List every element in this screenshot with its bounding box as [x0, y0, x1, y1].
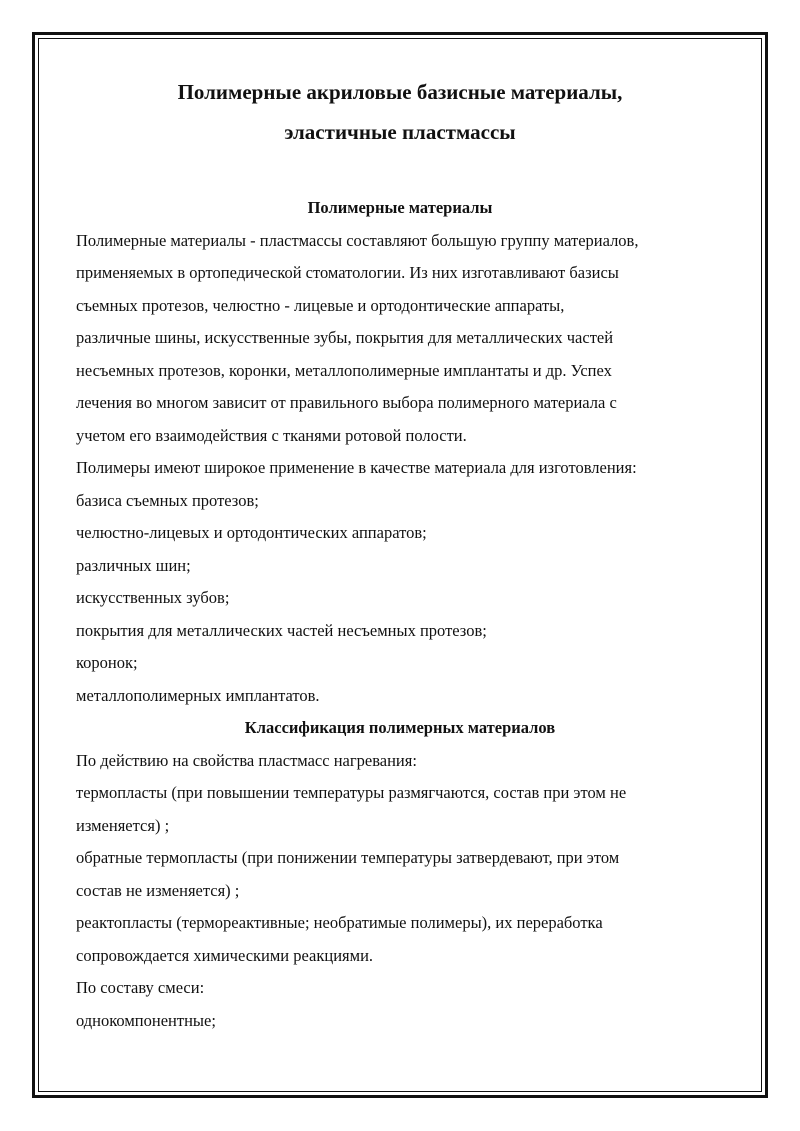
title-spacing	[76, 152, 724, 192]
list-item: металлополимерных имплантатов.	[76, 685, 320, 705]
list-item: реактопласты (термореактивные; необратимые полимеры), их переработка	[76, 913, 603, 932]
paragraph-line: Полимеры имеют широкое применение в качестве материала для изготовления:	[76, 458, 637, 477]
paragraph-line: По составу смеси:	[76, 978, 205, 997]
list-item: сопровождается химическими реакциями.	[76, 945, 374, 965]
paragraph-line: съемных протезов, челюстно - лицевые и ортодонтические аппараты,	[76, 295, 565, 315]
document-content	[76, 72, 724, 1037]
list-item: различных шин;	[76, 555, 191, 575]
paragraph-line: По действию на свойства пластмасс нагревания:	[76, 750, 417, 770]
document-title-line-1: Полимерные акриловые базисные материалы,	[177, 80, 623, 104]
section-heading-polymer-materials: Полимерные материалы	[307, 198, 493, 217]
paragraph-line: различные шины, искусственные зубы, покрытия для металлических частей	[76, 328, 614, 347]
list-item: состав не изменяется) ;	[76, 880, 240, 900]
paragraph-line: применяемых в ортопедической стоматологии. Из них изготавливают базисы	[76, 263, 619, 282]
paragraph-line: несъемных протезов, коронки, металлополимерные имплантаты и др. Успех	[76, 360, 612, 380]
list-item: базиса съемных протезов;	[76, 490, 259, 510]
list-item: коронок;	[76, 653, 138, 672]
paragraph-line: учетом его взаимодействия с тканями ротовой полости.	[76, 425, 467, 445]
paragraph-line: Полимерные материалы - пластмассы составляют большую группу материалов,	[76, 230, 639, 250]
list-item: обратные термопласты (при понижении температуры затвердевают, при этом	[76, 848, 620, 867]
document-title-line-2: эластичные пластмассы	[284, 120, 516, 144]
list-item: челюстно-лицевых и ортодонтических аппаратов;	[76, 523, 427, 542]
section-heading-classification: Классификация полимерных материалов	[244, 718, 556, 737]
list-item: однокомпонентные;	[76, 1010, 216, 1030]
list-item: термопласты (при повышении температуры размягчаются, состав при этом не	[76, 783, 627, 802]
list-item: покрытия для металлических частей несъемных протезов;	[76, 620, 487, 640]
list-item: искусственных зубов;	[76, 588, 230, 607]
list-item: изменяется) ;	[76, 815, 170, 835]
paragraph-line: лечения во многом зависит от правильного выбора полимерного материала с	[76, 393, 617, 412]
